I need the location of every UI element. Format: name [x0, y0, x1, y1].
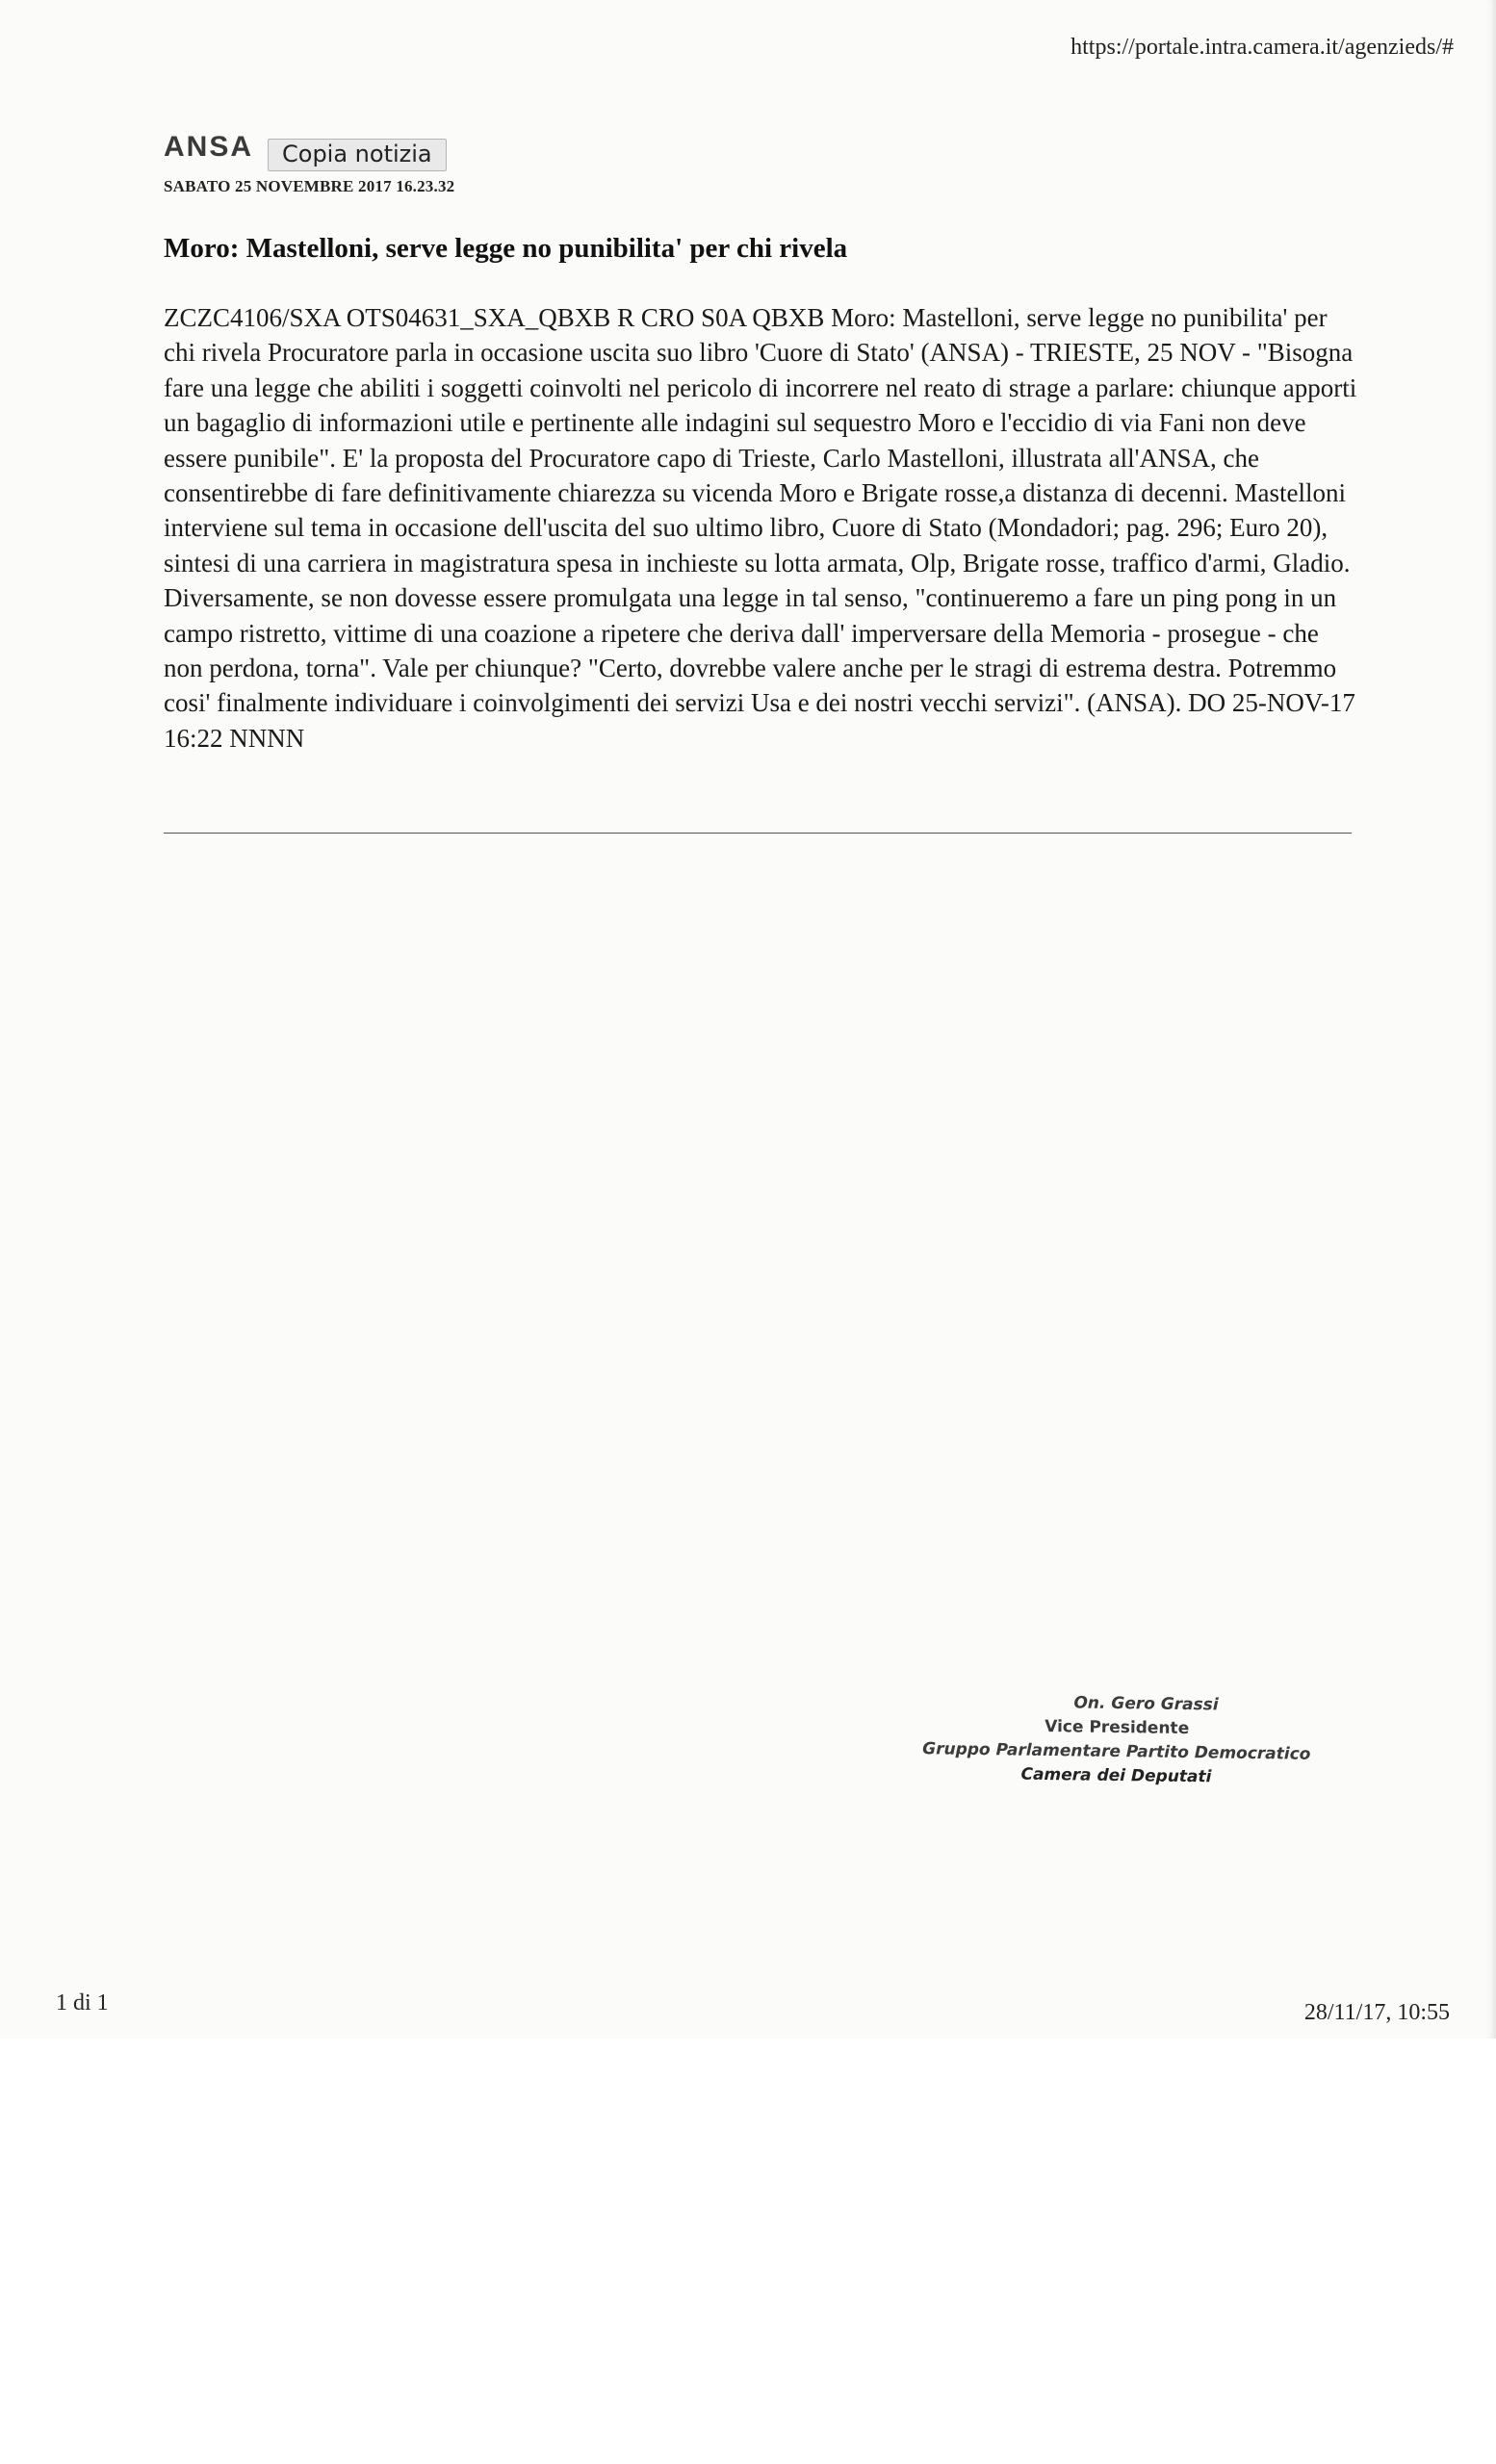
official-stamp: [865, 1688, 1367, 1791]
stamp-chamber: Camera dei Deputati: [1020, 1764, 1212, 1787]
print-datetime: 28/11/17, 10:55: [1303, 2000, 1450, 2025]
article-body: ZCZC4106/SXA OTS04631_SXA_QBXB R CRO S0A QBXB Moro: Mastelloni, serve legge no punibilita' per chi rivela Procuratore parla in occasione uscita suo libro 'Cuore di Stato' (ANSA) - TRIESTE, 25 NOV - "Bisogna fare una legge che abiliti i soggetti coinvolti nel pericolo di incorrere nel reato di strage a parlare: chiunque apporti un bagaglio di informazioni utile e pertinente alle indagini sul sequestro Moro e l'eccidio di via Fani non deve essere punibile". E' la proposta del Procuratore capo di Trieste, Carlo Mastelloni, illustrata all'ANSA, che consentirebbe di fare definitivamente chiarezza su vicenda Moro e Brigate rosse,a distanza di decenni. Mastelloni interviene sul tema in occasione dell'uscita del suo ultimo libro, Cuore di Stato (Mondadori; pag. 296; Euro 20), sintesi di una carriera in magistratura spesa in inchieste su lotta armata, Olp, Brigate rosse, traffico d'armi, Gladio. Diversamente, se non dovesse essere promulgata una legge in tal senso, "continueremo a fare un ping pong in un campo ristretto, vittime di una coazione a ripetere che deriva dall' imperversare della Memoria - prosegue - che non perdona, torna". Vale per chiunque? "Certo, dovrebbe valere anche per le stragi di estrema destra. Potremmo cosi' finalmente individuare i coinvolgimenti dei servizi Usa e dei nostri vecchi servizi". (ANSA). DO 25-NOV-17 16:22 NNNN: [164, 303, 1357, 753]
article-divider: [164, 833, 1352, 834]
article-headline: Moro: Mastelloni, serve legge no punibilita' per chi rivela: [164, 233, 848, 264]
page-url: https://portale.intra.camera.it/agenzieds/#: [1070, 35, 1454, 60]
article-datetime: SABATO 25 NOVEMBRE 2017 16.23.32: [164, 177, 455, 195]
stamp-name: On. Gero Grassi: [1073, 1693, 1219, 1715]
stamp-role: Vice Presidente: [1045, 1716, 1190, 1739]
copy-news-button[interactable]: Copia notizia: [268, 139, 447, 171]
agency-logo: ANSA: [164, 131, 254, 163]
page-count: 1 di 1: [56, 1990, 109, 2015]
stamp-group: Gruppo Parlamentare Partito Democratico: [922, 1739, 1311, 1764]
